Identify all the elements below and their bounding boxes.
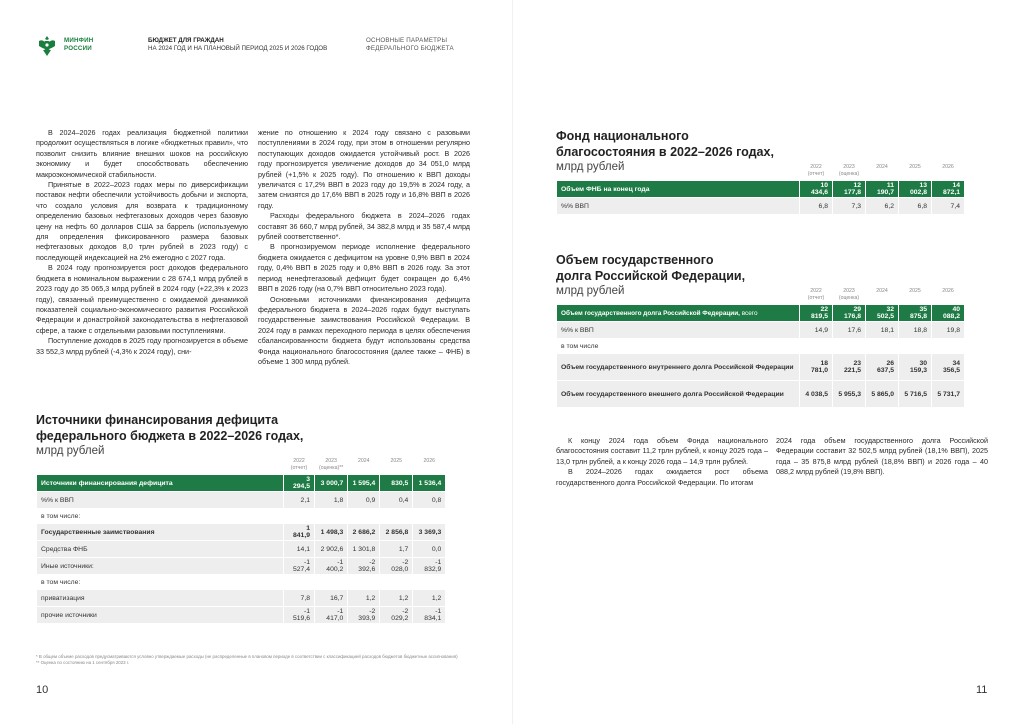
table-row: %% к ВВП 2,1 1,8 0,9 0,4 0,8	[37, 492, 445, 508]
table-row: Объем государственного долга Российской Федерации, всего 22 819,5 29 176,8 32 502,5 35 875,8 40 088,2	[557, 305, 964, 321]
debt-unit: млрд рублей	[556, 285, 625, 297]
page-number-left: 10	[36, 684, 49, 696]
year-cell: 2023 (оценка)**	[319, 458, 344, 471]
table-row: %% ВВП 6,8 7,3 6,2 6,8 7,4	[557, 198, 964, 214]
table-row: Средства ФНБ 14,1 2 902,6 1 301,8 1,7 0,0	[37, 541, 445, 557]
deficit-title-line1: Источники финансирования дефицита	[36, 413, 279, 427]
fnb-title-line2: благосостояния в 2022–2026 годах,	[556, 145, 774, 159]
year-cell: 2022 (отчет)	[807, 288, 825, 301]
left-text-col1	[36, 128, 248, 357]
year-cell: 2024	[358, 458, 370, 464]
table-row: Объем государственного внешнего долга Российской Федерации 4 038,5 5 955,3 5 865,0 5 716,5 5 731,7	[557, 381, 964, 407]
right-text-col2	[776, 436, 988, 478]
debt-table	[556, 288, 965, 407]
page-divider	[512, 0, 513, 724]
emblem-icon	[36, 34, 58, 58]
year-cell: 2023 (оценка)	[838, 288, 860, 301]
section-line2: ФЕДЕРАЛЬНОГО БЮДЖЕТА	[366, 45, 454, 52]
fnb-unit: млрд рублей	[556, 161, 625, 173]
year-cell: 2022 (отчет)	[807, 164, 825, 177]
right-text-col1	[556, 436, 768, 488]
brand-line1: МИНФИН	[64, 37, 94, 44]
paragraph: Расходы федерального бюджета в 2024–2026 годах составят 36 660,7 млрд рублей, 34 382,8 млрд и 35 587,4 млрд рублей соответственно*.	[258, 211, 470, 242]
table-row: приватизация 7,8 16,7 1,2 1,2 1,2	[37, 590, 445, 606]
year-header-row	[557, 288, 964, 301]
fnb-title-line1: Фонд национального	[556, 129, 689, 143]
table-row: Иные источники: -1 527,4 -1 400,2 -2 392,6 -2 028,0 -1 832,9	[37, 558, 445, 574]
paragraph: 2024 года объем государственного долга Российской Федерации составит 32 502,5 млрд рублей (18,1% ВВП), 2025 года – 35 875,8 млрд рублей (18,8% ВВП) и 2026 года – 40 088,2 млрд рублей (19,8% ВВП).	[776, 436, 988, 477]
deficit-title-line2: федерального бюджета в 2022–2026 годах,	[36, 429, 304, 443]
paragraph: В 2024–2026 годах ожидается рост объема государственного долга Российской Федерации. По итогам	[556, 467, 768, 487]
deficit-table-wrap	[36, 458, 446, 623]
paragraph: В 2024–2026 годах реализация бюджетной политики продолжит осуществляться в логике «бюджетных правил», что позволит снизить влияние внешних шоков на российскую экономику и будет способствовать обеспечению макроэкономической стабильности.	[36, 128, 248, 179]
paragraph: Поступление доходов в 2025 году прогнозируется в объеме 33 552,3 млрд рублей (-4,3% к 2024 году), сни-	[36, 336, 248, 356]
paragraph: жение по отношению к 2024 году связано с разовыми поступлениями в 2024 году, при этом в отношении регулярно поступающих доходов ожидается устойчивый рост. В 2026 году прогнозируется увеличение доходов до 34 051,0 млрд рублей (+1,5% к 2025 году). По отношению к ВВП доходы увеличатся с 17,2% ВВП в 2023 году до 19,5% в 2024 году, а затем снизятся до 17,6% ВВП в 2025 году и 16,8% ВВП в 2026 году.	[258, 128, 470, 210]
table-row: прочие источники -1 519,6 -1 417,0 -2 393,9 -2 029,2 -1 834,1	[37, 607, 445, 623]
year-cell: 2026	[423, 458, 436, 464]
paragraph: Основными источниками финансирования дефицита федерального бюджета в 2024–2026 годах будут выступать государственные заимствования Российской Федерации. В 2024 году в рамках переходного периода в целях обеспечения сбалансированности бюджета будут использованы средства Фонда национального благосостояния (далее также – ФНБ) в объеме 1 300 млрд рублей.	[258, 294, 470, 366]
year-cell: 2026	[942, 164, 954, 170]
page-number-right: 11	[976, 684, 988, 696]
document-title	[148, 37, 327, 53]
title-sub: НА 2024 ГОД И НА ПЛАНОВЫЙ ПЕРИОД 2025 И 2026 ГОДОВ	[148, 45, 328, 52]
year-cell: 2022 (отчет)	[290, 458, 308, 471]
debt-title-line2: долга Российской Федерации,	[556, 269, 746, 283]
debt-title-line1: Объем государственного	[556, 253, 714, 267]
table-row: Государственные заимствования 1 841,9 1 498,3 2 686,2 2 856,8 3 369,3	[37, 524, 445, 540]
year-cell: 2024	[876, 288, 888, 294]
footnotes	[36, 654, 476, 666]
table-row: в том числе:	[37, 574, 445, 590]
table-row: Источники финансирования дефицита 3 294,5 3 000,7 1 595,4 830,5 1 536,4	[37, 475, 445, 491]
section-line1: ОСНОВНЫЕ ПАРАМЕТРЫ	[366, 37, 448, 44]
table-row: %% к ВВП 14,9 17,6 18,1 18,8 19,8	[557, 322, 964, 338]
footnote: * В общем объеме расходов предусматриваются условно утверждаемые расходы (не распределенные в плановом периоде в соответствии с классификацией расходов бюджетов бюджетные ассигнования)	[36, 654, 458, 659]
table-row: Объем государственного внутреннего долга Российской Федерации 18 781,0 23 221,5 26 637,5 30 159,3 34 356,5	[557, 354, 964, 380]
table-row: Объем ФНБ на конец года 10 434,6 12 177,8 11 190,7 13 002,8 14 872,1	[557, 181, 964, 197]
deficit-title	[36, 412, 476, 458]
deficit-unit: млрд рублей	[36, 445, 105, 457]
table-row: в том числе	[557, 338, 964, 354]
table-row: в том числе:	[37, 508, 445, 524]
left-text-col2	[258, 128, 470, 367]
section-title	[366, 37, 454, 53]
debt-table-wrap	[556, 288, 965, 407]
year-cell: 2026	[942, 288, 954, 294]
paragraph: В прогнозируемом периоде исполнение федерального бюджета ожидается с дефицитом на уровне 0,9% ВВП в 2024 году, 0,4% ВВП в 2025 году и 0,8% ВВП в 2026 году. За этот период ненефтегазовый дефицит будет сокращен до 6,4% ВВП в 2026 году (на 0,7% ВВП относительно 2023 года).	[258, 242, 470, 294]
year-cell: 2025	[390, 458, 403, 464]
paragraph: Принятые в 2022–2023 годах меры по диверсификации поставок нефти обеспечили устойчивость добычи и экспорта, что создало условия для возврата к традиционному определению базовых нефтегазовых доходов через базовую цену на нефть 60 долларов США за баррель (используемую для определения фиксированного размера базовых нефтегазовых доходов 8,0 трлн рублей в 2023 году) с последующей индексацией на 2% ежегодно с 2027 года.	[36, 180, 248, 262]
brand-logo	[64, 37, 93, 53]
title-bold: БЮДЖЕТ ДЛЯ ГРАЖДАН	[148, 37, 224, 44]
fnb-table	[556, 164, 965, 214]
fnb-table-wrap	[556, 164, 965, 214]
footnote: ** Оценка по состоянию на 1 сентября 2023 г.	[36, 660, 130, 665]
year-header-row	[37, 458, 445, 471]
paragraph: В 2024 году прогнозируется рост доходов федерального бюджета в номинальном выражении с 28 674,1 млрд рублей в 2023 году до 35 065,3 млрд рублей в 2024 году (+22,3% к 2023 году), связанный преимущественно с ожидаемой динамикой показателей социально-экономического развития Российской Федерации и донастройкой законодательства в нефтегазовой сфере, а также с отдельными разовыми поступлениями.	[36, 263, 248, 335]
year-cell: 2025	[909, 288, 921, 294]
year-header-row	[557, 164, 964, 177]
paragraph: К концу 2024 года объем Фонда национального благосостояния составит 11,2 трлн рублей, к концу 2025 года – 13,0 трлн рублей, а к концу 2026 года – 14,9 трлн рублей.	[556, 436, 768, 466]
brand-line2: РОССИИ	[64, 45, 92, 52]
year-cell: 2024	[876, 164, 888, 170]
year-cell: 2023 (оценка)	[838, 164, 860, 177]
year-cell: 2025	[909, 164, 921, 170]
deficit-table	[36, 458, 446, 623]
